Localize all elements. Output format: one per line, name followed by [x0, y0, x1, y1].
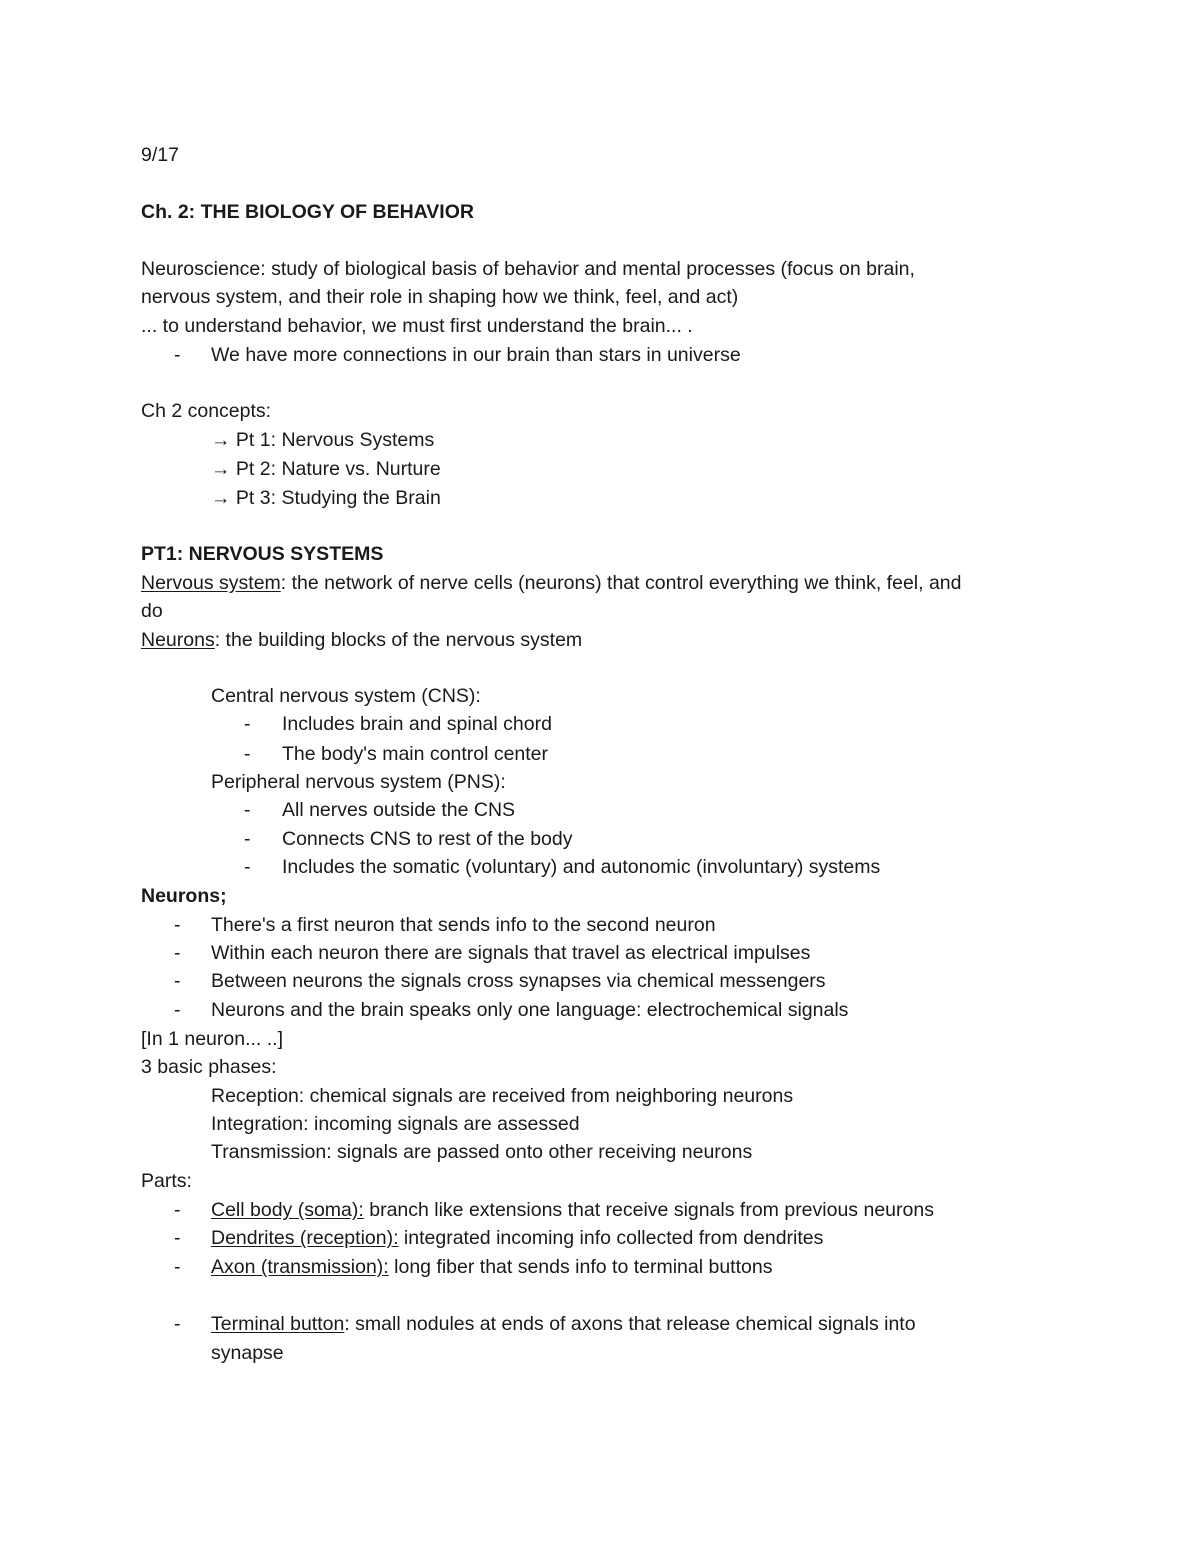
pns-bullet: Connects CNS to rest of the body [282, 828, 573, 850]
cns-heading: Central nervous system (CNS): [211, 685, 481, 707]
nervous-system-term: Nervous system [141, 572, 281, 594]
bullet-dash: - [244, 856, 251, 878]
part-item [211, 1310, 916, 1338]
cns-bullet: The body's main control center [282, 743, 549, 765]
concept-item: → Pt 2: Nature vs. Nurture [211, 458, 441, 480]
neurons-def-text: : the building blocks of the nervous system [214, 629, 583, 651]
phase-item: Transmission: signals are passed onto other receiving neurons [211, 1141, 753, 1163]
concept-item: → Pt 1: Nervous Systems [211, 429, 435, 451]
part-def: long fiber that sends info to terminal buttons [388, 1256, 773, 1278]
bullet-dash: - [174, 970, 181, 992]
part-def: branch like extensions that receive signals from previous neurons [363, 1199, 934, 1221]
nervous-system-def-text: : the network of nerve cells (neurons) that control everything we think, feel, and [280, 572, 962, 594]
pns-bullet: All nerves outside the CNS [282, 799, 516, 821]
neuroscience-definition-line-2: nervous system, and their role in shaping how we think, feel, and act) [141, 286, 739, 308]
phases-heading: 3 basic phases: [141, 1056, 277, 1078]
chapter-title: Ch. 2: THE BIOLOGY OF BEHAVIOR [141, 201, 474, 223]
part-term: Cell body (soma): [211, 1199, 364, 1221]
neurons-bullet: There's a first neuron that sends info to the second neuron [211, 914, 716, 936]
bullet-dash: - [174, 344, 181, 366]
terminal-button-line-2: synapse [211, 1342, 284, 1364]
part-term: Terminal button [211, 1313, 345, 1335]
bullet-dash: - [244, 799, 251, 821]
bullet-dash: - [174, 999, 181, 1021]
bullet-dash: - [174, 1227, 181, 1249]
connections-bullet: We have more connections in our brain than stars in universe [211, 344, 741, 366]
part-item [211, 1253, 772, 1281]
bullet-dash: - [174, 914, 181, 936]
understand-brain-line: ... to understand behavior, we must first understand the brain... . [141, 315, 693, 337]
pns-bullet: Includes the somatic (voluntary) and autonomic (involuntary) systems [282, 856, 881, 878]
part-term: Dendrites (reception): [211, 1227, 399, 1249]
cns-bullet: Includes brain and spinal chord [282, 713, 552, 735]
pns-heading: Peripheral nervous system (PNS): [211, 771, 506, 793]
bullet-dash: - [174, 1199, 181, 1221]
part-term: Axon (transmission): [211, 1256, 389, 1278]
bullet-dash: - [174, 1256, 181, 1278]
pt1-heading: PT1: NERVOUS SYSTEMS [141, 543, 384, 565]
parts-heading: Parts: [141, 1170, 192, 1192]
neurons-bullet: Between neurons the signals cross synapses via chemical messengers [211, 970, 826, 992]
neuroscience-definition-line-1: Neuroscience: study of biological basis of behavior and mental processes (focus on brain, [141, 258, 915, 280]
part-item [211, 1224, 823, 1252]
neurons-definition [141, 626, 582, 654]
bullet-dash: - [244, 828, 251, 850]
bullet-dash: - [174, 1313, 181, 1335]
in-one-neuron-note: [In 1 neuron... ..] [141, 1028, 284, 1050]
date-text: 9/17 [141, 144, 179, 166]
neurons-bullet: Neurons and the brain speaks only one language: electrochemical signals [211, 999, 849, 1021]
nervous-system-definition [141, 569, 962, 597]
nervous-system-definition-line-2: do [141, 600, 163, 622]
phase-item: Reception: chemical signals are received from neighboring neurons [211, 1085, 794, 1107]
part-def: integrated incoming info collected from dendrites [398, 1227, 824, 1249]
part-item [211, 1196, 934, 1224]
bullet-dash: - [244, 743, 251, 765]
concept-item: → Pt 3: Studying the Brain [211, 487, 441, 509]
part-def: : small nodules at ends of axons that release chemical signals into [344, 1313, 916, 1335]
concepts-heading: Ch 2 concepts: [141, 400, 272, 422]
neurons-term: Neurons [141, 629, 215, 651]
bullet-dash: - [244, 713, 251, 735]
bullet-dash: - [174, 942, 181, 964]
phase-item: Integration: incoming signals are assessed [211, 1113, 580, 1135]
neurons-bullet: Within each neuron there are signals that travel as electrical impulses [211, 942, 811, 964]
neurons-heading: Neurons; [141, 885, 227, 907]
